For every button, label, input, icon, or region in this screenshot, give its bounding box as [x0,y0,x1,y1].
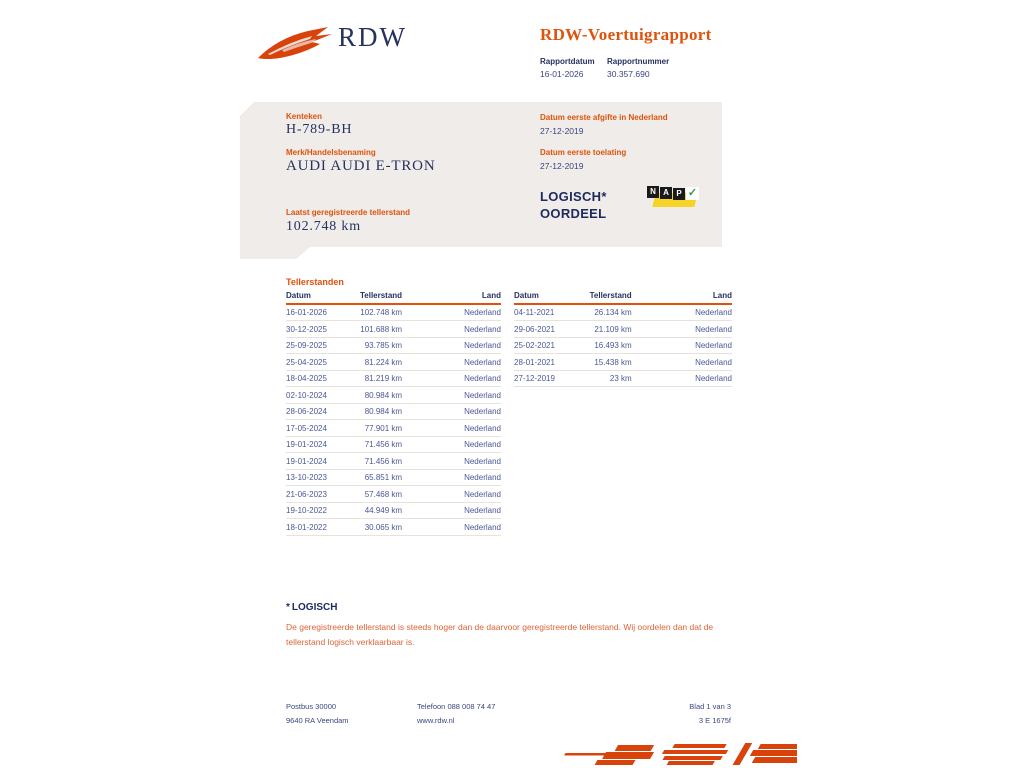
table-row: 02-10-2024 80.984 km Nederland [286,387,501,403]
kenteken-label: Kenteken [286,112,323,121]
merk-value: AUDI AUDI E-TRON [286,158,436,174]
column-header: Datum [514,289,582,304]
rdw-wordmark: RDW [338,22,407,52]
tellerstanden-table-right [514,289,732,387]
table-row: 19-01-2024 71.456 km Nederland [286,453,501,469]
tellerstanden-heading: Tellerstanden [286,277,344,287]
footnote-heading-text: LOGISCH [291,602,338,613]
kenteken-value: H-789-BH [286,122,353,137]
rdw-flag-graphic [545,740,797,768]
oordeel-line2: OORDEEL [540,206,607,221]
logisch-footnote-text: De geregistreerde tellerstand is steeds hoger dan de daarvoor geregistreerde tellerstand. Wij oordelen dan dat de tellerstand logisch verklaarbaar is. [286,622,714,647]
column-header: Tellerstand [582,289,632,304]
table-row: 19-01-2024 71.456 km Nederland [286,436,501,452]
oordeel-verdict [540,188,607,222]
tellerstanden-table-left [286,289,501,536]
footer-pagination [689,700,731,728]
table-row: 19-10-2022 44.949 km Nederland [286,502,501,518]
footer-address [286,700,349,728]
column-header: Land [402,289,501,304]
column-header: Land [632,289,732,304]
laatst-tellerstand-label: Laatst geregistreerde tellerstand [286,208,411,217]
table-row: 25-04-2025 81.224 km Nederland [286,354,501,370]
table-row: 13-10-2023 65.851 km Nederland [286,469,501,485]
table-row: 25-09-2025 93.785 km Nederland [286,337,501,353]
column-header: Datum [286,289,353,304]
logisch-footnote-heading [286,602,337,613]
report-date-label: Rapportdatum [540,57,595,66]
nap-letter: N [647,186,659,198]
table-row: 18-04-2025 81.219 km Nederland [286,370,501,386]
footnote-asterisk: * [286,602,290,613]
nap-letter: A [660,187,672,199]
footer-address-line1: Postbus 30000 [286,702,337,711]
footer-phone: Telefoon 088 008 74 47 [417,702,496,711]
table-row: 30-12-2025 101.688 km Nederland [286,321,501,337]
column-header: Tellerstand [353,289,402,304]
report-number-label: Rapportnummer [607,57,670,66]
table-row: 28-06-2024 80.984 km Nederland [286,403,501,419]
merk-label: Merk/Handelsbenaming [286,148,376,157]
table-row: 29-06-2021 21.109 km Nederland [514,321,732,337]
table-row: 04-11-2021 26.134 km Nederland [514,304,732,321]
table-row: 27-12-2019 23 km Nederland [514,370,732,386]
footer-contact [417,700,495,728]
eerste-toelating-value: 27-12-2019 [540,161,584,171]
footer-website[interactable]: www.rdw.nl [417,716,455,725]
table-row: 28-01-2021 15.438 km Nederland [514,354,732,370]
table-row: 18-01-2022 30.065 km Nederland [286,519,501,535]
table-row: 25-02-2021 16.493 km Nederland [514,337,732,353]
eerste-toelating-label: Datum eerste toelating [540,148,627,157]
footer-address-line2: 9640 RA Veendam [286,716,349,725]
nap-check-icon: ✓ [687,187,698,199]
oordeel-line1: LOGISCH* [540,189,607,204]
report-date-value: 16-01-2026 [540,69,584,79]
table-row: 17-05-2024 77.901 km Nederland [286,420,501,436]
table-row: 16-01-2026 102.748 km Nederland [286,304,501,321]
nap-letter: P [673,188,685,200]
laatst-tellerstand-value: 102.748 km [286,219,361,234]
table-row: 21-06-2023 57.468 km Nederland [286,486,501,502]
footer-form-code: 3 E 1675f [698,716,731,725]
rdw-bird-logo [256,24,336,64]
eerste-afgifte-label: Datum eerste afgifte in Nederland [540,113,668,122]
nap-logo [647,184,699,212]
report-title: RDW-Voertuigrapport [540,25,712,44]
eerste-afgifte-value: 27-12-2019 [540,126,584,136]
report-number-value: 30.357.690 [607,69,650,79]
footer-page-indicator: Blad 1 van 3 [689,702,731,711]
